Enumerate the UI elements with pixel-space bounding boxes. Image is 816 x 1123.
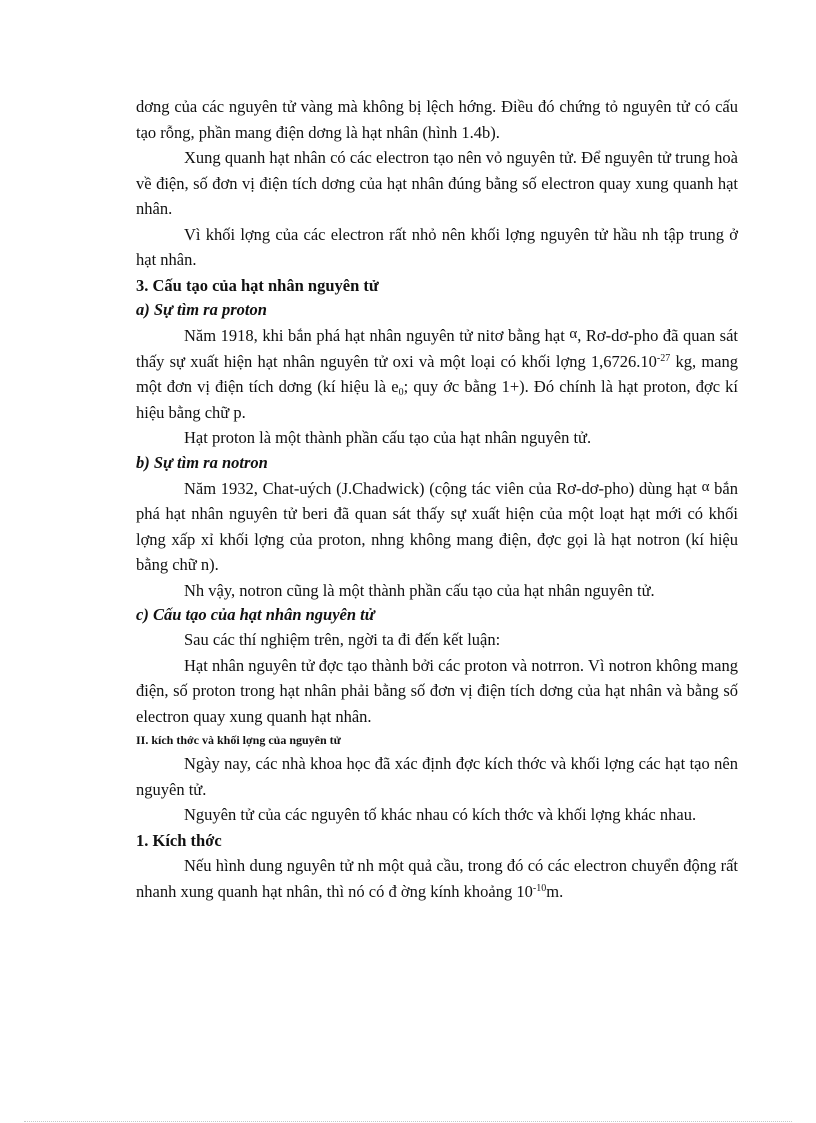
text-run: Nếu hình dung nguyên tử nh một quả cầu, trong đó có các electron chuyển động rất nhanh xung quanh hạt nhân, thì nó có đ ờng kính khoảng 10: [136, 856, 738, 901]
subsection-c-heading: c) Cấu tạo của hạt nhân nguyên tử: [136, 605, 375, 624]
text-run: Năm 1932, Chat-uých (J.Chadwick) (cộng tác viên của Rơ-dơ-pho) dùng hạt: [184, 478, 702, 498]
structure-paragraph: Hạt nhân nguyên tử đợc tạo thành bởi các proton và notrron. Vì notron không mang điện, số proton trong hạt nhân phải bằng số đơn vị điện tích dơng của hạt nhân và bằng số electron quay xung quanh hạt nhân.: [136, 655, 738, 726]
exponent: -27: [656, 352, 671, 364]
subscript: 0: [398, 387, 404, 398]
size-mass-paragraph-1: Ngày nay, các nhà khoa học đã xác định đợc kích thớc và khối lợng các hạt tạo nên nguyên tử.: [136, 754, 738, 799]
paragraph-1: dơng của các nguyên tử vàng mà không bị lệch hớng. Điều đó chứng tỏ nguyên tử có cấu tạo rỗng, phần mang điện dơng là hạt nhân (hình 1.4b).: [136, 97, 738, 142]
page-bottom-divider: [24, 1121, 792, 1122]
proton-conclusion: Hạt proton là một thành phần cấu tạo của hạt nhân nguyên tử.: [184, 428, 592, 447]
size-paragraph: [136, 853, 738, 904]
size-mass-paragraph-2: Nguyên tử của các nguyên tố khác nhau có kích thớc và khối lợng khác nhau.: [184, 805, 697, 824]
text-run: m.: [546, 881, 564, 901]
alpha-symbol: α: [569, 326, 578, 342]
text-run: ; quy ớc bằng 1+). Đó chính là hạt proton, đợc kí hiệu bằng chữ p.: [136, 377, 738, 422]
text-run: kg, mang một đơn vị điện tích dơng (kí hiệu là e: [136, 351, 738, 396]
section-1-heading: 1. Kích thớc: [136, 830, 222, 850]
text-run: Năm 1918, khi bắn phá hạt nhân nguyên tử nitơ bằng hạt: [184, 326, 570, 345]
structure-intro: Sau các thí nghiệm trên, ngời ta đi đến kết luận:: [184, 630, 501, 649]
subsection-b-heading: b) Sự tìm ra notron: [136, 452, 268, 472]
subsection-a-heading: a) Sự tìm ra proton: [136, 300, 267, 319]
text-run: , Rơ-dơ-pho đã quan sát thấy sự xuất hiện hạt nhân nguyên tử oxi và một loại có khối lợng 1,6726.10: [136, 326, 739, 371]
alpha-symbol: α: [701, 478, 710, 495]
section-II-heading: II. kích thớc và khối lợng của nguyên tử: [136, 733, 341, 747]
document-page: [136, 94, 738, 904]
neutron-conclusion: Nh vậy, notron cũng là một thành phần cấu tạo của hạt nhân nguyên tử.: [184, 580, 655, 600]
text-run: bắn phá hạt nhân nguyên tử beri đã quan sát thấy sự xuất hiện của một loạt hạt mới có khối lợng xấp xỉ khối lợng của proton, nhng không mang điện, đợc gọi là hạt notron (kí hiệu bằng chữ n).: [136, 478, 738, 574]
exponent: -10: [532, 882, 547, 894]
neutron-paragraph: [136, 475, 738, 578]
paragraph-2: Xung quanh hạt nhân có các electron tạo nên vỏ nguyên tử. Để nguyên tử trung hoà về điện, số đơn vị điện tích dơng của hạt nhân đúng bằng số electron quay xung quanh hạt nhân.: [136, 148, 738, 218]
section-3-heading: 3. Cấu tạo của hạt nhân nguyên tử: [136, 275, 379, 295]
paragraph-3: Vì khối lợng của các electron rất nhỏ nên khối lợng nguyên tử hầu nh tập trung ở hạt nhân.: [136, 224, 738, 269]
proton-paragraph: [136, 322, 738, 425]
